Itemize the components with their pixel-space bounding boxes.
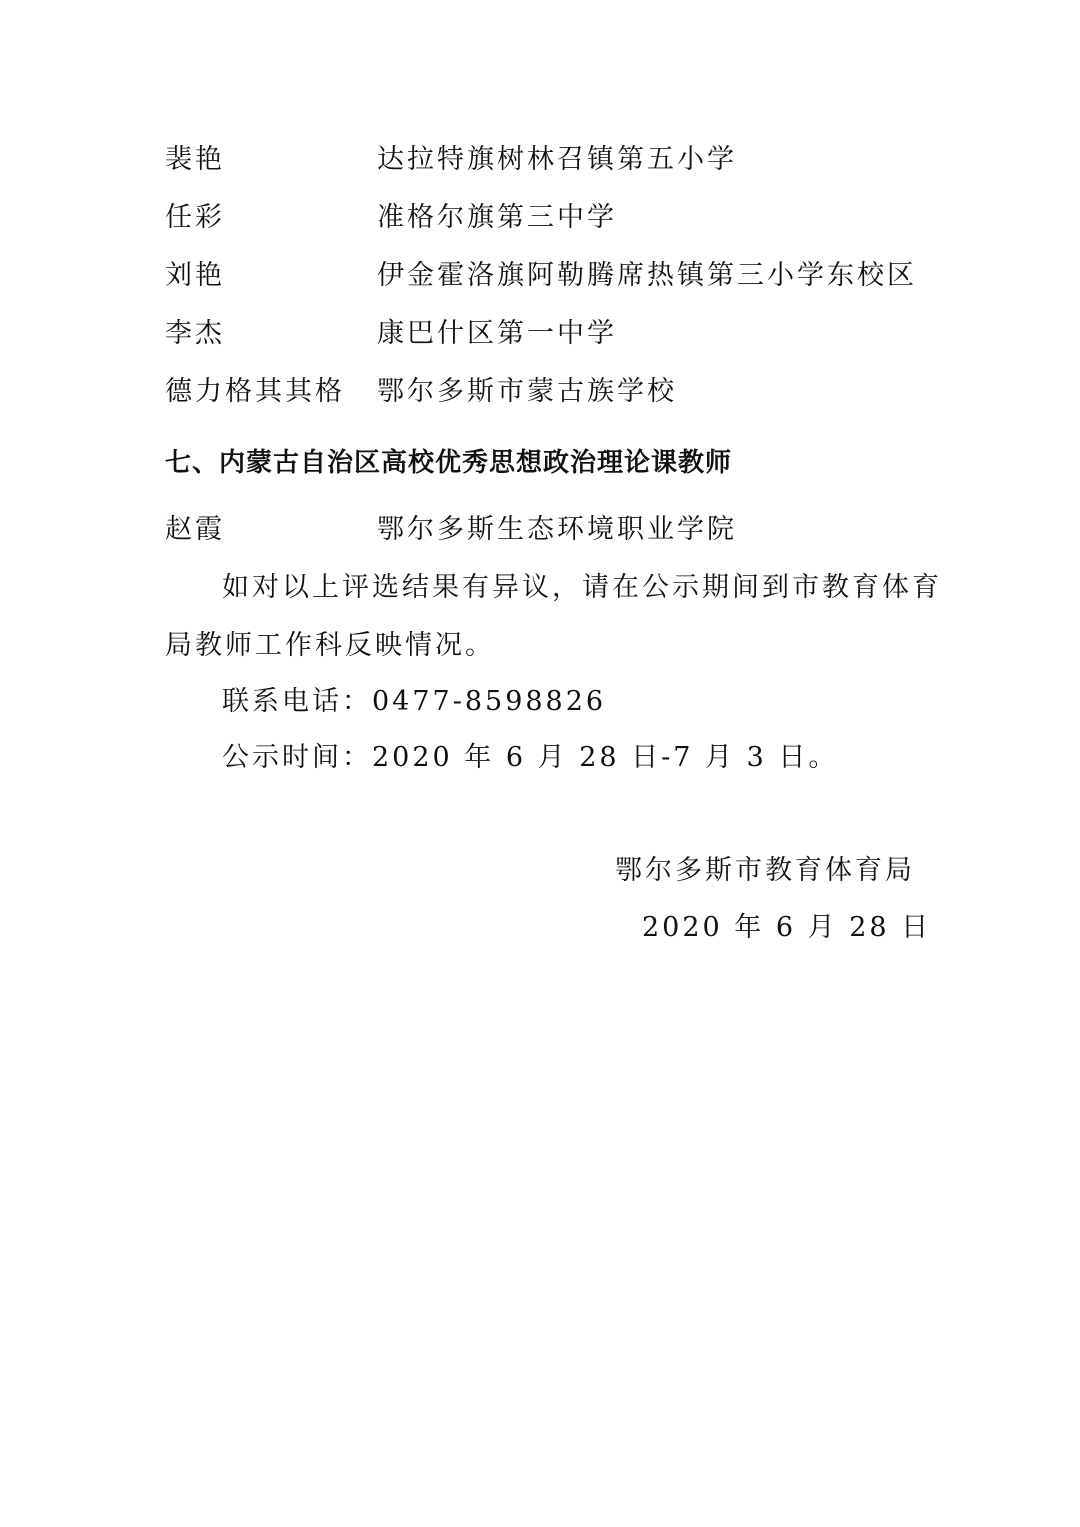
issuer-name: 鄂尔多斯市教育体育局 <box>615 855 915 886</box>
school-name: 准格尔旗第三中学 <box>377 202 617 233</box>
school-name: 达拉特旗树林召镇第五小学 <box>377 144 737 175</box>
teacher-name: 德力格其其格 <box>165 376 345 407</box>
publicity-period: 公示时间：2020 年 6 月 28 日-7 月 3 日。 <box>222 742 839 773</box>
contact-phone: 联系电话：0477-8598826 <box>222 686 607 717</box>
teacher-name: 任彩 <box>165 202 225 233</box>
school-name: 伊金霍洛旗阿勒腾席热镇第三小学东校区 <box>377 260 917 291</box>
notice-paragraph-line2: 局教师工作科反映情况。 <box>165 630 495 661</box>
school-name: 康巴什区第一中学 <box>377 318 617 349</box>
teacher-name: 赵霞 <box>165 514 225 545</box>
teacher-name: 刘艳 <box>165 260 225 291</box>
section-heading: 七、内蒙古自治区高校优秀思想政治理论课教师 <box>165 448 733 478</box>
issue-date: 2020 年 6 月 28 日 <box>642 912 932 943</box>
school-name: 鄂尔多斯生态环境职业学院 <box>377 514 737 545</box>
school-name: 鄂尔多斯市蒙古族学校 <box>377 376 677 407</box>
teacher-name: 李杰 <box>165 318 225 349</box>
notice-paragraph-line1: 如对以上评选结果有异议，请在公示期间到市教育体育 <box>222 572 942 603</box>
teacher-name: 裴艳 <box>165 144 225 175</box>
